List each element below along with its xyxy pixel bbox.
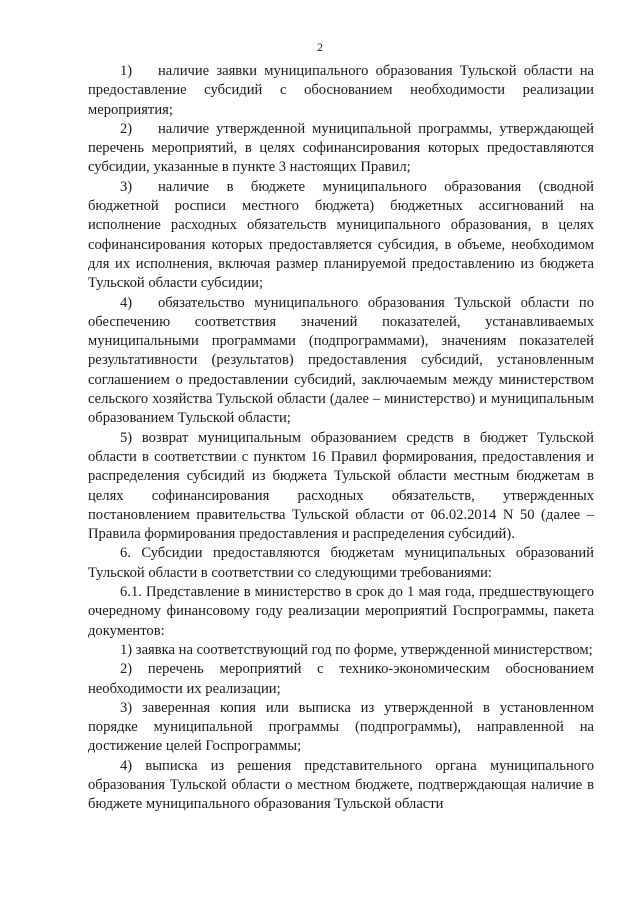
paragraph-item-3 bbox=[88, 178, 594, 294]
paragraph-item-4 bbox=[88, 294, 594, 429]
item-label: 4) bbox=[120, 294, 133, 311]
paragraph-text: наличие заявки муниципального образования Тульской области на предоставление субсидий с обоснованием необходимости реализации мероприятия; bbox=[88, 63, 594, 118]
paragraph-text: 4) выписка из решения представительного органа муниципального образования Тульской области о местном бюджете, подтверждающая наличие в бюджете муниципального образования Тульской области bbox=[88, 757, 594, 813]
paragraph-text: наличие утвержденной муниципальной программы, утверждающей перечень мероприятий, в целях софинансирования которых предоставляются субсидии, указанные в пункте 3 настоящих Правил; bbox=[88, 120, 594, 176]
paragraph-doc-2 bbox=[88, 660, 594, 699]
paragraph-text: наличие в бюджете муниципального образования (сводной бюджетной росписи местного бюджета) бюджетных ассигнований на исполнение расходных обязательств муниципального образования, в целях софинансирования которых предоставляется субсидия, в объеме, необходимом для их исполнения, включая размер планируемой предоставлению из бюджета Тульской области субсидии; bbox=[88, 178, 594, 292]
paragraph-text: обязательство муниципального образования Тульской области по обеспечению соответствия значений показателей, устанавливаемых муниципальными программами (подпрограммами), значениям показателей результативности (результатов) предоставления субсидий, установленным соглашением о предоставлении субсидий, заключаемым между министерством сельского хозяйства Тульской области (далее – министерство) и муниципальным образованием Тульской области; bbox=[88, 294, 594, 427]
paragraph-item-5 bbox=[88, 429, 594, 545]
paragraph-item-1 bbox=[88, 62, 594, 120]
page-number: 2 bbox=[317, 40, 323, 54]
paragraph-doc-1 bbox=[88, 641, 594, 660]
paragraph-text: 1) заявка на соответствующий год по форме, утвержденной министерством; bbox=[120, 641, 593, 658]
paragraph-text: 5) возврат муниципальным образованием средств в бюджет Тульской области в соответствии с пунктом 16 Правил формирования, предоставления и распределения субсидий из бюджета Тульской области местным бюджетам в целях софинансирования расходных обязательств, утвержденных постановлением правительства Тульской области от 06.02.2014 N 50 (далее – Правила формирования предоставления и распределения субсидий). bbox=[88, 429, 594, 543]
paragraph-text: 6.1. Представление в министерство в срок до 1 мая года, предшествующего очередному финансовому году реализации мероприятий Госпрограммы, пакета документов: bbox=[88, 584, 594, 639]
item-label: 1) bbox=[120, 63, 133, 79]
document-body bbox=[88, 62, 594, 815]
item-label: 3) bbox=[120, 178, 133, 195]
paragraph-item-2 bbox=[88, 120, 594, 178]
paragraph-section-6-1 bbox=[88, 583, 594, 641]
paragraph-text: 2) перечень мероприятий с технико-экономическим обоснованием необходимости их реализации; bbox=[88, 661, 594, 697]
paragraph-text: 6. Субсидии предоставляются бюджетам муниципальных образований Тульской области в соответствии со следующими требованиями: bbox=[88, 545, 594, 581]
paragraph-section-6 bbox=[88, 544, 594, 583]
paragraph-doc-3 bbox=[88, 699, 594, 757]
paragraph-doc-4 bbox=[88, 757, 594, 815]
paragraph-text: 3) заверенная копия или выписка из утвержденной в установленном порядке муниципальной программы (подпрограммы), направленной на достижение целей Госпрограммы; bbox=[88, 699, 594, 755]
item-label: 2) bbox=[120, 120, 133, 137]
